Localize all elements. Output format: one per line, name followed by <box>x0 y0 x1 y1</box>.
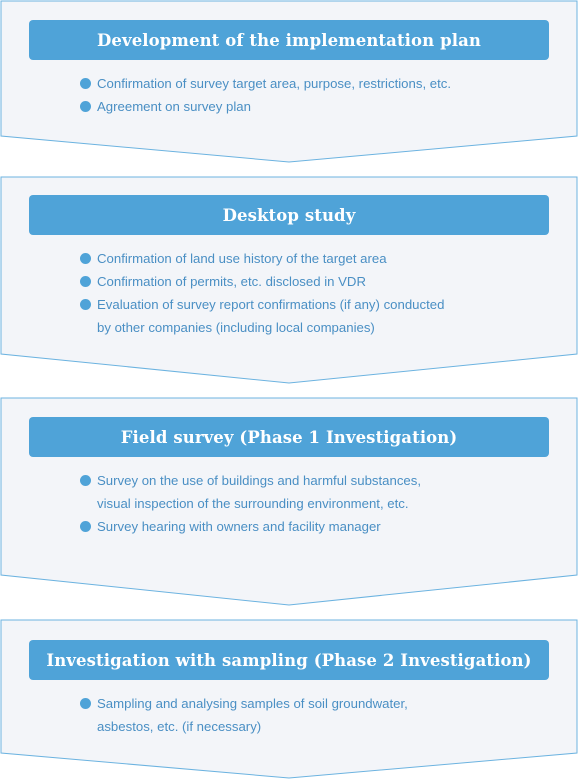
list-item: Agreement on survey plan <box>80 95 520 118</box>
bullet-dot-icon <box>80 521 91 532</box>
list-item: Confirmation of permits, etc. disclosed in VDR <box>80 270 520 293</box>
step-2-title: Desktop study <box>29 195 549 235</box>
list-item: Survey on the use of buildings and harmful substances, visual inspection of the surrounding environment, etc. <box>80 469 520 515</box>
list-item: Confirmation of survey target area, purpose, restrictions, etc. <box>80 72 520 95</box>
list-item: Evaluation of survey report confirmations (if any) conducted by other companies (including local companies) <box>80 293 520 339</box>
flow-step-3 <box>0 397 578 607</box>
step-1-items <box>80 72 520 118</box>
bullet-dot-icon <box>80 276 91 287</box>
flow-step-4 <box>0 619 578 779</box>
bullet-dot-icon <box>80 299 91 310</box>
bullet-dot-icon <box>80 698 91 709</box>
step-4-items <box>80 692 520 738</box>
bullet-dot-icon <box>80 101 91 112</box>
bullet-dot-icon <box>80 253 91 264</box>
bullet-dot-icon <box>80 78 91 89</box>
step-2-items <box>80 247 520 339</box>
list-item: Sampling and analysing samples of soil groundwater, asbestos, etc. (if necessary) <box>80 692 520 738</box>
list-item: Confirmation of land use history of the target area <box>80 247 520 270</box>
step-1-title: Development of the implementation plan <box>29 20 549 60</box>
bullet-dot-icon <box>80 475 91 486</box>
list-item: Survey hearing with owners and facility manager <box>80 515 520 538</box>
flow-step-2 <box>0 176 578 385</box>
step-3-items <box>80 469 520 538</box>
step-4-title: Investigation with sampling (Phase 2 Investigation) <box>29 640 549 680</box>
step-3-title: Field survey (Phase 1 Investigation) <box>29 417 549 457</box>
flow-step-1 <box>0 0 578 163</box>
